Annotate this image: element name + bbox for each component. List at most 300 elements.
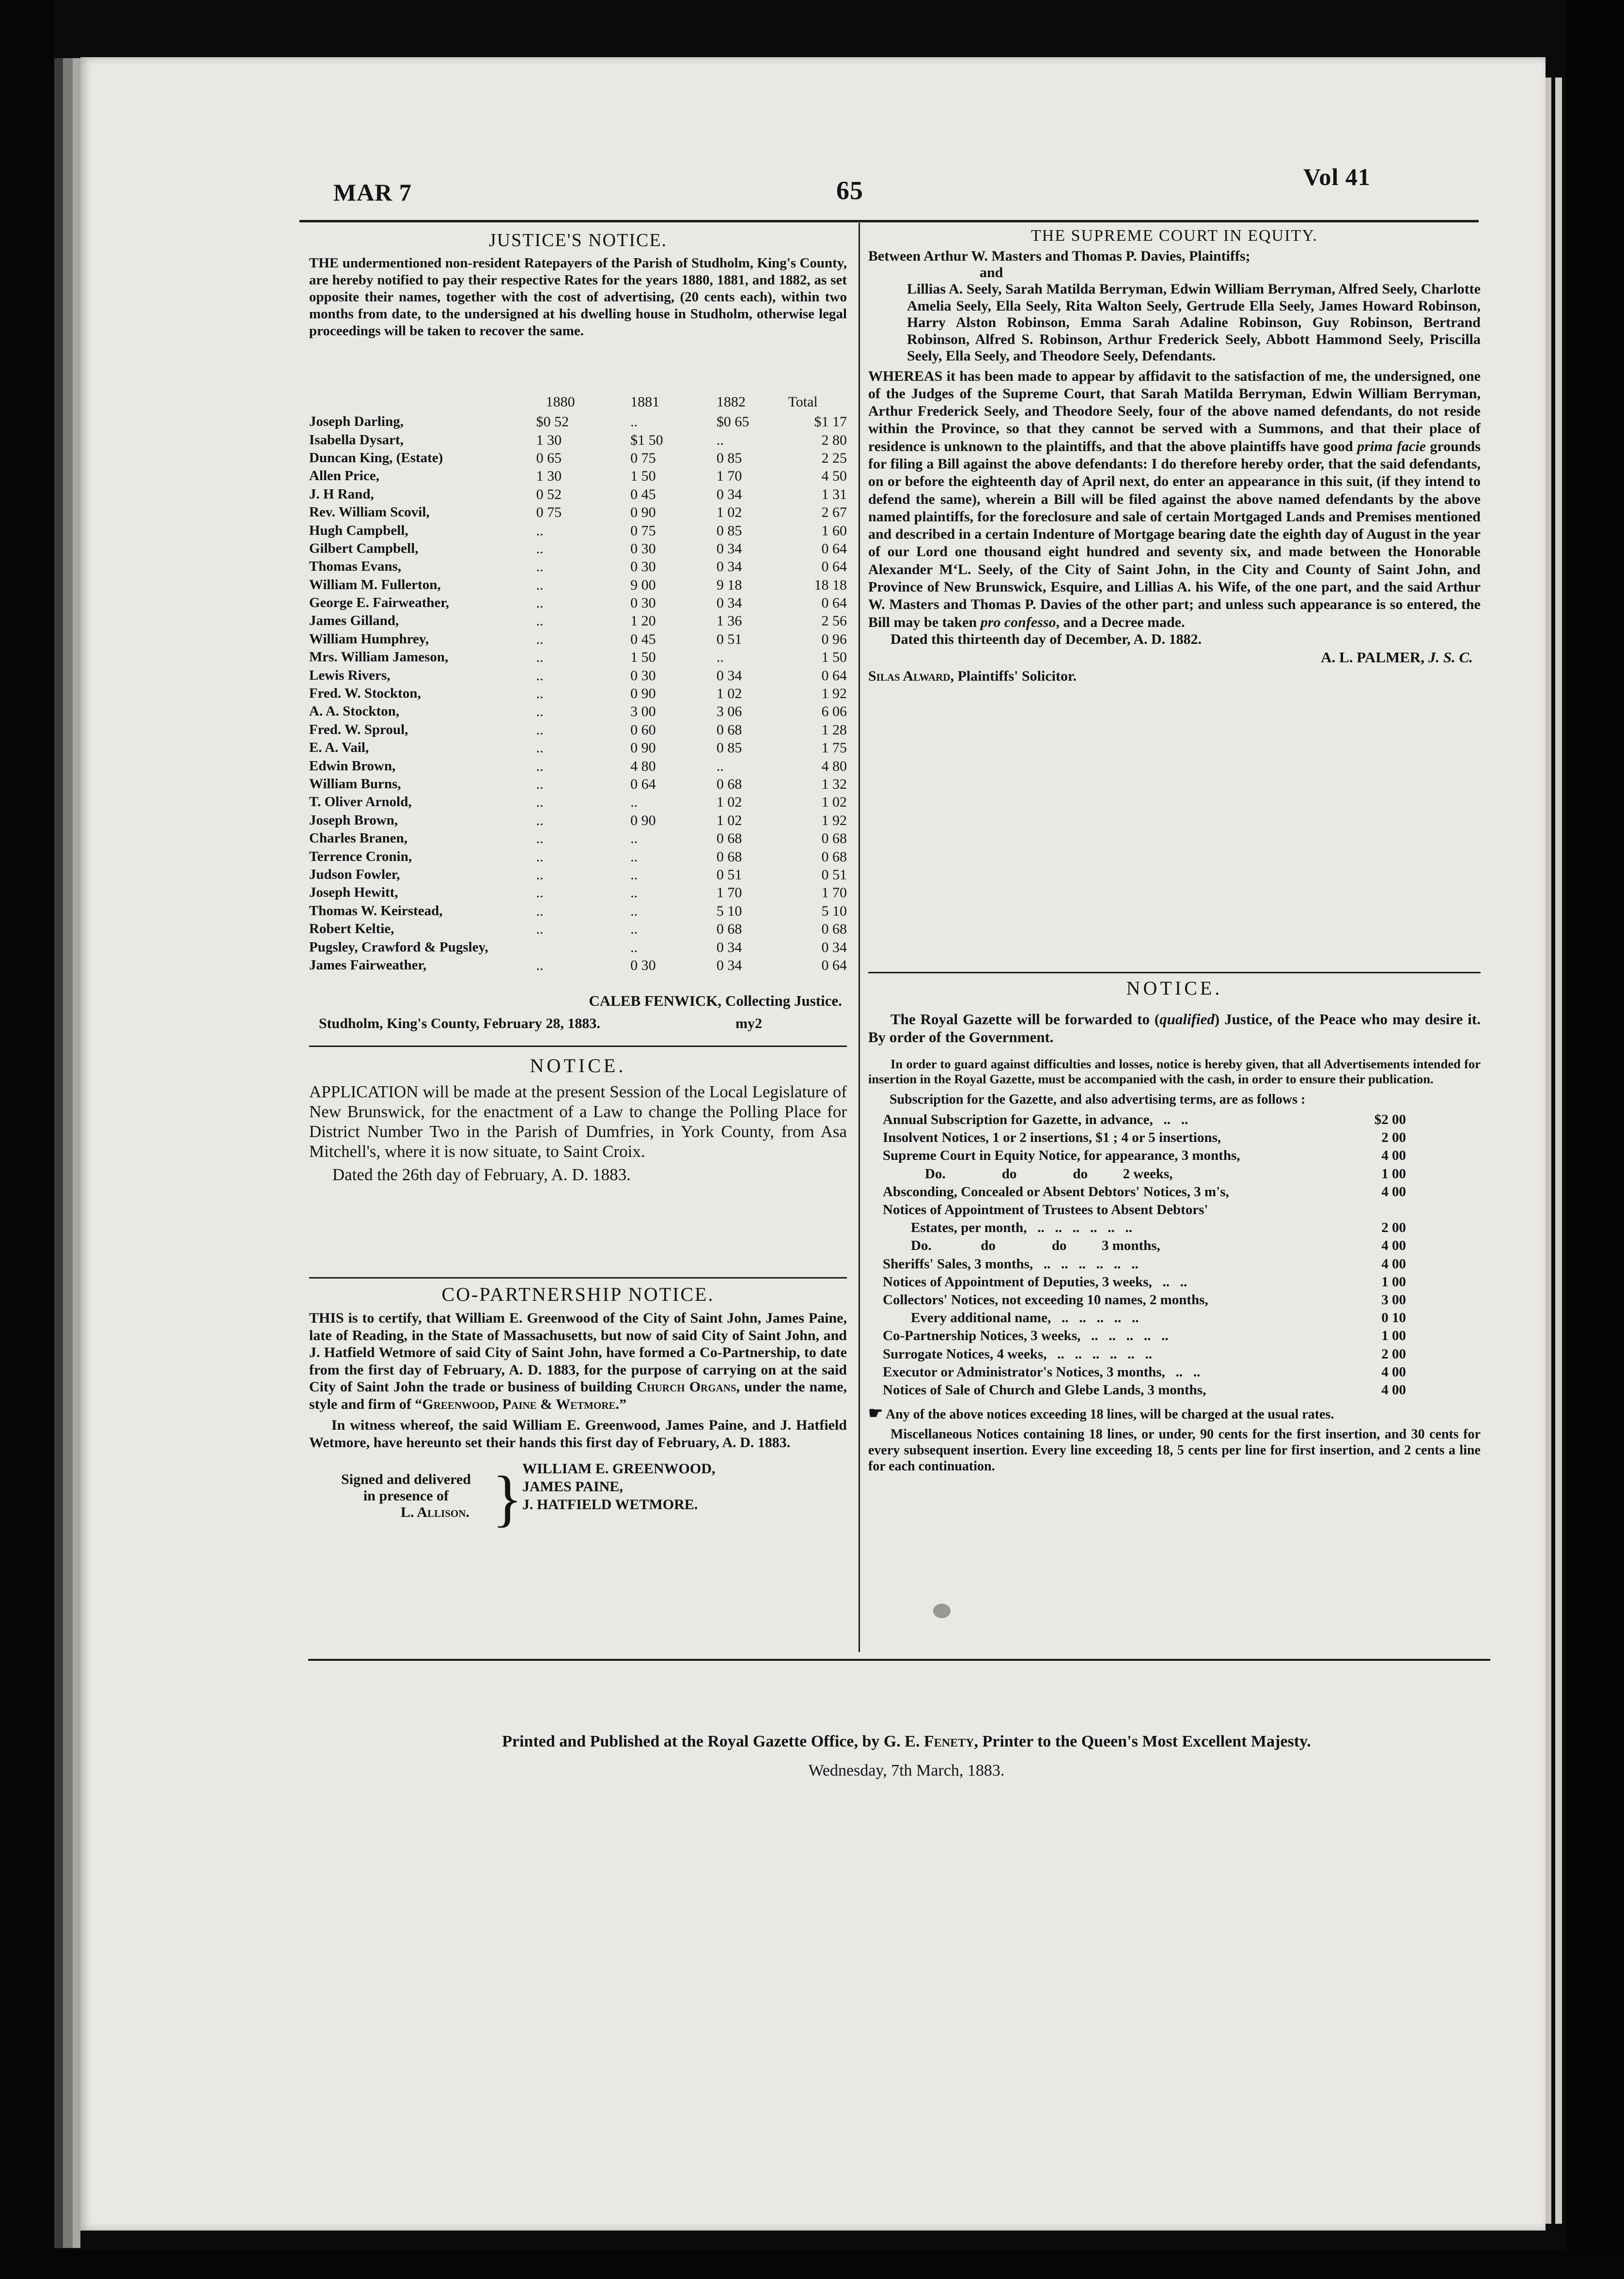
ratepayer-name: Edwin Brown, <box>309 758 396 774</box>
justices-notice-dateline <box>319 1015 847 1032</box>
rate-1882: 0 34 <box>716 595 742 611</box>
rate-total: 1 50 <box>821 649 847 666</box>
rate-total: 1 92 <box>821 686 847 702</box>
supreme-court-and: and <box>980 265 1003 281</box>
justices-notice <box>309 230 847 340</box>
ratepayer-name: A. A. Stockton, <box>309 703 400 719</box>
ratepayer-row <box>309 793 847 811</box>
ratepayer-name: George E. Fairweather, <box>309 595 449 611</box>
rate-total: 5 10 <box>821 903 847 919</box>
rate-1881: 1 50 <box>630 649 656 666</box>
application-notice-body: APPLICATION will be made at the present Session of the Local Legislature of New Brunswick, for the enactment of a Law to change the Polling Place for District Number Two in the Parish of Dumfries, in York County, from Asa Mitchell's, where it is now situate, to Saint Croix. <box>309 1082 847 1161</box>
price-list-item <box>883 1310 1406 1327</box>
signatory-names <box>522 1460 715 1514</box>
rate-1880: .. <box>536 667 544 684</box>
price-item-label: Notices of Appointment of Trustees to Absent Debtors' <box>883 1202 1208 1218</box>
table-header-row <box>309 391 847 413</box>
page-edge <box>1555 78 1562 2224</box>
rate-total: 0 64 <box>821 667 847 684</box>
price-item-label: Annual Subscription for Gazette, in advance, .. .. <box>883 1112 1188 1127</box>
rate-1880: .. <box>536 812 544 828</box>
application-notice-dated: Dated the 26th day of February, A. D. 1883. <box>332 1165 631 1184</box>
section-rule <box>868 972 1481 973</box>
rate-1880: .. <box>536 758 544 774</box>
column-header-1882: 1882 <box>716 394 746 410</box>
column-divider <box>859 223 860 1652</box>
rate-1880: .. <box>536 595 544 611</box>
price-list-item <box>883 1220 1406 1237</box>
price-item-label: Estates, per month, .. .. .. .. .. .. <box>883 1220 1133 1236</box>
rate-1881: .. <box>630 866 638 883</box>
supreme-court-body-end: , and a Decree made. <box>1056 614 1185 630</box>
price-item-label: Do. do do 3 months, <box>883 1238 1160 1254</box>
rate-1881: .. <box>630 848 638 865</box>
rate-total: 0 64 <box>821 595 847 611</box>
imprint-text: Printed and Published at the Royal Gazette Office, by G. E. <box>502 1733 920 1750</box>
rate-1880: .. <box>536 649 544 666</box>
price-item-value: 4 00 <box>1381 1184 1406 1200</box>
rate-1881: .. <box>630 414 638 430</box>
rate-1882: 1 02 <box>716 504 742 521</box>
rate-1881: 0 64 <box>630 776 656 792</box>
ratepayer-name: Judson Fowler, <box>309 866 400 882</box>
judge-name: A. L. PALMER, <box>1321 648 1425 666</box>
ratepayer-row <box>309 938 847 956</box>
supreme-court-dated: Dated this thirteenth day of December, A. D. 1882. <box>890 631 1202 647</box>
price-item-label: Notices of Sale of Church and Glebe Lands, 3 months, <box>883 1382 1206 1398</box>
ratepayer-name: Pugsley, Crawford & Pugsley, <box>309 939 488 955</box>
rate-1880: 1 30 <box>536 432 562 448</box>
rate-1881: 0 45 <box>630 486 656 502</box>
supreme-court-body-text: WHEREAS it has been made to appear by affidavit to the satisfaction of me, the undersigned, one of the Judges of the Supreme Court, that Sarah Matilda Berryman, Edwin William Berryman, Arthur Frederick Seely, and Theodore Seely, four of the above named defendants, do not reside within the Province, so that they cannot be served with a Summons, and that their place of residence is unknown to the plaintiffs, and that the above plaintiffs have good <box>868 368 1481 454</box>
gazette-page <box>80 57 1546 2231</box>
rate-total: 1 70 <box>821 885 847 901</box>
rate-1881: $1 50 <box>630 432 663 448</box>
justices-notice-intro: THE undermentioned non-resident Ratepayers of the Parish of Studholm, King's County, are hereby notified to pay their respective Rates for the years 1880, 1881, and 1882, as set opposite their names, together with the cost of advertising, (20 cents each), within two months from date, to the undersigned at his dwelling house in Studholm, otherwise legal proceedings will be taken to recover the same. <box>309 255 847 339</box>
rate-1880: .. <box>536 577 544 593</box>
miscellaneous-notices: Miscellaneous Notices containing 18 lines, or under, 90 cents for the first insertion, and 30 cents for every subsequent insertion. Every line exceeding 18, 5 cents per line for first insertion, and 2 cents a line for each continuation. <box>868 1427 1481 1474</box>
gazette-notice-title: NOTICE. <box>1126 977 1223 999</box>
ratepayer-name: Joseph Hewitt, <box>309 885 398 901</box>
copartnership-title: CO-PARTNERSHIP NOTICE. <box>441 1283 715 1305</box>
ratepayer-name: J. H Rand, <box>309 486 374 502</box>
ratepayer-row <box>309 847 847 865</box>
solicitor-role: , Plaintiffs' Solicitor. <box>950 668 1077 684</box>
rate-total: 2 67 <box>821 504 847 521</box>
application-notice-title: NOTICE. <box>530 1055 626 1077</box>
printer-imprint <box>342 1733 1471 1751</box>
rate-1881: .. <box>630 921 638 937</box>
footer-rule <box>308 1659 1490 1661</box>
rate-total: 1 02 <box>821 794 847 811</box>
solicitor-name: Silas Alward <box>868 668 951 684</box>
price-item-value: 4 00 <box>1381 1256 1406 1272</box>
rate-1882: 0 85 <box>716 450 742 466</box>
signed-line-1: Signed and delivered <box>341 1471 471 1487</box>
rate-1882: 1 36 <box>716 613 742 629</box>
ratepayer-row <box>309 685 847 702</box>
imprint-end: , Printer to the Queen's Most Excellent Majesty. <box>974 1733 1311 1750</box>
judge-title: J. S. C. <box>1428 648 1473 666</box>
gazette-lead-text: The Royal Gazette will be forwarded to ( <box>890 1011 1160 1028</box>
copartnership-body-text: THIS is to certify, that William E. Greenwood of the City of Saint John, James Paine, late of Reading, in the State of Massachusetts, but now of said City of Saint John, and J. Hatfield Wetmore of said City of Saint John, have formed a Co-Partnership, to date from the first day of February, A. D. 1883, for the purpose of carrying on at the said City of Saint John the trade or business of building <box>309 1310 847 1395</box>
rate-1880: .. <box>536 721 544 738</box>
rate-total: 1 31 <box>821 486 847 502</box>
supreme-court-notice <box>868 227 1481 685</box>
rate-1882: 1 02 <box>716 794 742 811</box>
rate-1882: 0 68 <box>716 721 742 738</box>
price-list-item <box>883 1328 1406 1345</box>
ratepayer-row <box>309 829 847 847</box>
price-list-item <box>883 1112 1406 1129</box>
price-item-label: Collectors' Notices, not exceeding 10 names, 2 months, <box>883 1292 1208 1308</box>
signed-line-2: in presence of <box>363 1488 449 1504</box>
ratepayers-table <box>309 391 847 974</box>
price-list-item <box>883 1148 1406 1165</box>
ratepayer-name: T. Oliver Arnold, <box>309 794 412 810</box>
rate-1880: .. <box>536 794 544 811</box>
gazette-notice-guard: In order to guard against difficulties and losses, notice is hereby given, that all Advertisements intended for insertion in the Royal Gazette, must be accompanied with the cash, in order to ensure their publication. <box>868 1057 1481 1086</box>
rate-1882: 0 51 <box>716 631 742 647</box>
rate-1881: 0 90 <box>630 812 656 828</box>
insertion-code: my2 <box>735 1015 762 1031</box>
rate-1882: 0 68 <box>716 830 742 847</box>
price-item-value: 4 00 <box>1381 1382 1406 1398</box>
price-item-value: 2 00 <box>1381 1346 1406 1362</box>
price-item-value: 0 10 <box>1381 1310 1406 1326</box>
column-header-1880: 1880 <box>546 394 575 410</box>
ratepayer-row <box>309 540 847 558</box>
binding-shadow <box>63 58 73 2248</box>
brace-glyph: } <box>492 1464 523 1533</box>
rate-1880: .. <box>536 830 544 847</box>
rate-1881: .. <box>630 830 638 847</box>
pointer-note <box>868 1405 1481 1422</box>
pointing-hand-icon: ☛ <box>868 1405 883 1422</box>
page-number: 65 <box>836 176 863 205</box>
price-item-value: $2 00 <box>1374 1112 1406 1127</box>
rate-1881: .. <box>630 939 638 955</box>
price-item-value: 4 00 <box>1381 1238 1406 1254</box>
ratepayer-row <box>309 449 847 467</box>
dateline-text: Studholm, King's County, February 28, 1883. <box>319 1015 600 1031</box>
pointer-note-text: Any of the above notices exceeding 18 lines, will be charged at the usual rates. <box>885 1407 1334 1422</box>
rate-1880: .. <box>536 776 544 792</box>
ratepayer-row <box>309 485 847 503</box>
rate-1882: .. <box>716 758 724 774</box>
rate-1881: 0 30 <box>630 595 656 611</box>
gazette-lead-end: ) Justice, of the Peace who may desire it. By order of the Government. <box>868 1011 1481 1046</box>
rate-total: 1 32 <box>821 776 847 792</box>
ratepayer-row <box>309 702 847 720</box>
advertising-price-list <box>883 1112 1406 1403</box>
binding-shadow <box>54 58 63 2248</box>
ratepayer-row <box>309 431 847 449</box>
ratepayer-name: Rev. William Scovil, <box>309 504 430 520</box>
rate-1882: 1 02 <box>716 686 742 702</box>
pro-confesso: pro confesso <box>980 614 1056 630</box>
rate-1881: 0 90 <box>630 740 656 756</box>
copartnership-signatures <box>309 1460 847 1542</box>
ratepayer-row <box>309 812 847 829</box>
rate-1882: 0 34 <box>716 939 742 955</box>
ratepayer-name: Thomas Evans, <box>309 559 402 575</box>
rate-1880: .. <box>536 631 544 647</box>
rate-1880: .. <box>536 866 544 883</box>
rate-1882: 0 68 <box>716 921 742 937</box>
justices-notice-footer <box>309 992 847 1032</box>
ratepayers-table-body <box>309 413 847 974</box>
ratepayer-row <box>309 467 847 485</box>
rate-total: 0 64 <box>821 559 847 575</box>
binding-shadow <box>73 58 80 2248</box>
rate-1881: 0 30 <box>630 957 656 973</box>
witness-name: L. Allison. <box>401 1504 469 1520</box>
rate-1882: 1 70 <box>716 885 742 901</box>
ratepayer-row <box>309 576 847 594</box>
rate-1882: 5 10 <box>716 903 742 919</box>
rate-1880: .. <box>536 903 544 919</box>
ratepayer-name: Fred. W. Stockton, <box>309 686 421 702</box>
price-list-item <box>883 1274 1406 1292</box>
rate-1882: 0 34 <box>716 559 742 575</box>
price-item-value: 1 00 <box>1381 1328 1406 1344</box>
rate-total: 0 96 <box>821 631 847 647</box>
copartnership-body-mid: , under the name, style and firm of “ <box>309 1379 847 1412</box>
rate-total: 4 80 <box>821 758 847 774</box>
rate-1880: .. <box>536 848 544 865</box>
rate-1882: 9 18 <box>716 577 742 593</box>
rate-1882: 0 85 <box>716 740 742 756</box>
ratepayer-name: Lewis Rivers, <box>309 667 390 683</box>
ratepayer-row <box>309 503 847 521</box>
ratepayer-name: Duncan King, (Estate) <box>309 450 443 466</box>
rate-total: 4 50 <box>821 468 847 484</box>
rate-1881: 9 00 <box>630 577 656 593</box>
price-item-label: Absconding, Concealed or Absent Debtors' Notices, 3 m's, <box>883 1184 1229 1200</box>
ratepayer-name: Isabella Dysart, <box>309 432 404 448</box>
signatory-1: WILLIAM E. GREENWOOD, <box>522 1461 716 1477</box>
column-header-total: Total <box>788 394 818 410</box>
rate-1881: 1 20 <box>630 613 656 629</box>
ratepayer-row <box>309 413 847 431</box>
price-item-label: Every additional name, .. .. .. .. .. <box>883 1310 1139 1326</box>
ratepayer-name: William M. Fullerton, <box>309 577 441 593</box>
price-item-value: 1 00 <box>1381 1274 1406 1290</box>
ratepayer-row <box>309 757 847 775</box>
price-item-label: Surrogate Notices, 4 weeks, .. .. .. .. .. .. <box>883 1346 1153 1362</box>
rate-total: 1 60 <box>821 522 847 539</box>
price-item-label: Supreme Court in Equity Notice, for appearance, 3 months, <box>883 1148 1240 1164</box>
copartnership-trade: Church Organs <box>636 1379 736 1395</box>
rate-1880: .. <box>536 559 544 575</box>
ratepayer-row <box>309 612 847 630</box>
rate-1881: 0 90 <box>630 686 656 702</box>
ratepayer-name: Allen Price, <box>309 468 379 484</box>
price-item-label: Co-Partnership Notices, 3 weeks, .. .. .. .. .. <box>883 1328 1169 1344</box>
rate-total: 1 28 <box>821 721 847 738</box>
gazette-lead-qualified: qualified <box>1159 1011 1215 1028</box>
price-list-item <box>883 1364 1406 1382</box>
ratepayer-name: Thomas W. Keirstead, <box>309 903 443 919</box>
copartnership-body-end: .” <box>615 1396 626 1412</box>
collecting-justice-signature: CALEB FENWICK, Collecting Justice. <box>589 992 842 1009</box>
supreme-court-body-mid: grounds for filing a Bill against the above defendants: I do therefore hereby order, that the said defendants, on or before the eighteenth day of April next, do enter an appearance in this suit, (if they intend to defend the same), wherein a Bill will be filed against the above named defendants by the above named plaintiffs, for the foreclosure and sale of certain Mortgaged Lands and Premises mentioned and described in a certain Indenture of Mortgage bearing date the eighth day of August in the year of our Lord one thousand eight hundred and seventy six, and made between the Honorable Alexander M‘L. Seely, of the City of Saint John, in the City and County of Saint John, and Province of New Brunswick, Esquire, and Lillias A. his Wife, of the one part, and the said Arthur W. Masters and Thomas P. Davies of the other part; and unless such appearance is so entered, the Bill may be taken <box>868 438 1481 630</box>
price-list-item <box>883 1382 1406 1400</box>
price-item-value: 4 00 <box>1381 1148 1406 1164</box>
page-edge <box>1546 78 1551 2224</box>
rate-total: 1 75 <box>821 740 847 756</box>
price-item-label: Executor or Administrator's Notices, 3 months, .. .. <box>883 1364 1201 1380</box>
rate-total: 0 34 <box>821 939 847 955</box>
rate-total: 0 64 <box>821 957 847 973</box>
price-list-item <box>883 1184 1406 1202</box>
rate-1880 <box>527 938 616 956</box>
price-list-item <box>883 1166 1406 1184</box>
rate-1881: 3 00 <box>630 703 656 720</box>
column-header-1881: 1881 <box>630 394 660 410</box>
price-item-label: Do. do do 2 weeks, <box>883 1166 1173 1182</box>
rate-1882: 0 85 <box>716 522 742 539</box>
price-list-item <box>883 1292 1406 1310</box>
ratepayer-name: Robert Keltie, <box>309 921 394 937</box>
copartnership-firm-name: Greenwood, Paine & Wetmore <box>422 1396 616 1412</box>
justices-notice-title: JUSTICE'S NOTICE. <box>488 230 668 250</box>
price-item-label: Notices of Appointment of Deputies, 3 weeks, .. .. <box>883 1274 1187 1290</box>
price-item-value: 2 00 <box>1381 1220 1406 1236</box>
rate-1881: .. <box>630 794 638 811</box>
rate-1880: .. <box>536 540 544 557</box>
rate-total: 0 51 <box>821 866 847 883</box>
supreme-court-between: Between Arthur W. Masters and Thomas P. Davies, Plaintiffs; <box>868 248 1250 264</box>
publication-date: Wednesday, 7th March, 1883. <box>808 1762 1005 1779</box>
prima-facie: prima facie <box>1357 438 1426 454</box>
rate-total: 18 18 <box>814 577 847 593</box>
ratepayer-row <box>309 884 847 902</box>
rate-1882: 0 34 <box>716 957 742 973</box>
ink-blot <box>933 1604 951 1618</box>
solicitor-line <box>868 668 1481 685</box>
supreme-court-title: THE SUPREME COURT IN EQUITY. <box>1031 227 1318 245</box>
price-item-value: 3 00 <box>1381 1292 1406 1308</box>
rate-total: 6 06 <box>821 703 847 720</box>
judge-signature <box>868 649 1481 666</box>
price-item-label: Insolvent Notices, 1 or 2 insertions, $1 ; 4 or 5 insertions, <box>883 1130 1221 1146</box>
rate-1881: 0 75 <box>630 450 656 466</box>
rate-1880: $0 52 <box>536 414 569 430</box>
ratepayer-row <box>309 721 847 739</box>
rate-1880: 0 52 <box>536 486 562 502</box>
signatory-2: JAMES PAINE, <box>522 1479 623 1495</box>
ratepayer-row <box>309 594 847 612</box>
rate-1882: 0 34 <box>716 667 742 684</box>
price-list-item <box>883 1256 1406 1274</box>
rate-1882: 1 02 <box>716 812 742 828</box>
rate-1882: 0 34 <box>716 486 742 502</box>
ratepayer-name: Joseph Darling, <box>309 414 404 430</box>
ratepayer-row <box>309 558 847 576</box>
section-rule <box>309 1046 847 1047</box>
price-item-value: 4 00 <box>1381 1364 1406 1380</box>
price-item-label: Sheriffs' Sales, 3 months, .. .. .. .. .. .. <box>883 1256 1139 1272</box>
scan-background-right <box>1566 0 1624 2279</box>
rate-total: 2 56 <box>821 613 847 629</box>
rate-1881: 0 30 <box>630 559 656 575</box>
header-rule <box>299 220 1479 222</box>
ratepayer-row <box>309 521 847 539</box>
rate-1880: .. <box>536 740 544 756</box>
gazette-notice-terms-intro: Subscription for the Gazette, and also advertising terms, are as follows : <box>890 1092 1306 1107</box>
rate-total: 2 25 <box>821 450 847 466</box>
price-item-value: 2 00 <box>1381 1130 1406 1146</box>
ratepayer-row <box>309 739 847 757</box>
rate-1881: 1 50 <box>630 468 656 484</box>
ratepayer-name: Hugh Campbell, <box>309 522 408 538</box>
rate-1881: 4 80 <box>630 758 656 774</box>
rate-total: 1 92 <box>821 812 847 828</box>
section-rule <box>309 1277 847 1279</box>
scan-background-left <box>0 0 54 2279</box>
ratepayer-row <box>309 775 847 793</box>
price-list-item <box>883 1346 1406 1364</box>
ratepayer-name: Gilbert Campbell, <box>309 540 419 556</box>
ratepayer-name: Joseph Brown, <box>309 812 398 828</box>
ratepayer-row <box>309 630 847 648</box>
rate-1880: .. <box>536 522 544 539</box>
rate-1881: 0 90 <box>630 504 656 521</box>
ratepayer-row <box>309 902 847 920</box>
price-list-item <box>883 1130 1406 1147</box>
rate-1880: 0 65 <box>536 450 562 466</box>
ratepayer-name: James Gilland, <box>309 613 399 629</box>
price-list-item <box>883 1202 1406 1219</box>
rate-1882: 0 68 <box>716 848 742 865</box>
rate-total: 0 64 <box>821 540 847 557</box>
rate-1882: 0 34 <box>716 540 742 557</box>
rate-1882: 0 68 <box>716 776 742 792</box>
rate-1880: 1 30 <box>536 468 562 484</box>
ratepayer-row <box>309 666 847 684</box>
ratepayer-name: Terrence Cronin, <box>309 848 412 864</box>
ratepayer-name: William Burns, <box>309 776 401 792</box>
rate-1881: 0 30 <box>630 667 656 684</box>
rate-1882: $0 65 <box>716 414 750 430</box>
rate-1880: .. <box>536 613 544 629</box>
volume-number: Vol 41 <box>1303 163 1371 190</box>
ratepayer-name: Mrs. William Jameson, <box>309 649 449 665</box>
ratepayer-row <box>309 956 847 974</box>
rate-1882: .. <box>716 432 724 448</box>
rate-1880: .. <box>536 686 544 702</box>
ratepayer-name: William Humphrey, <box>309 631 429 647</box>
price-list-item <box>883 1238 1406 1255</box>
ratepayer-name: James Fairweather, <box>309 957 427 973</box>
rate-total: 0 68 <box>821 921 847 937</box>
rate-1880: .. <box>536 703 544 720</box>
rate-1882: 3 06 <box>716 703 742 720</box>
rate-1881: 0 75 <box>630 522 656 539</box>
rate-1882: 0 51 <box>716 866 742 883</box>
rate-1880: .. <box>536 921 544 937</box>
copartnership-witness-clause: In witness whereof, the said William E. Greenwood, James Paine, and J. Hatfield Wetmore, have hereunto set their hands this first day of February, A. D. 1883. <box>309 1417 847 1451</box>
rate-total: 2 80 <box>821 432 847 448</box>
rate-total: $1 17 <box>814 414 847 430</box>
gazette-notice-lead <box>868 1010 1481 1046</box>
ratepayer-name: Charles Branen, <box>309 830 407 846</box>
signed-delivered-block <box>319 1471 493 1521</box>
rate-1882: .. <box>716 649 724 666</box>
gazette-terms-notice <box>868 977 1481 1474</box>
